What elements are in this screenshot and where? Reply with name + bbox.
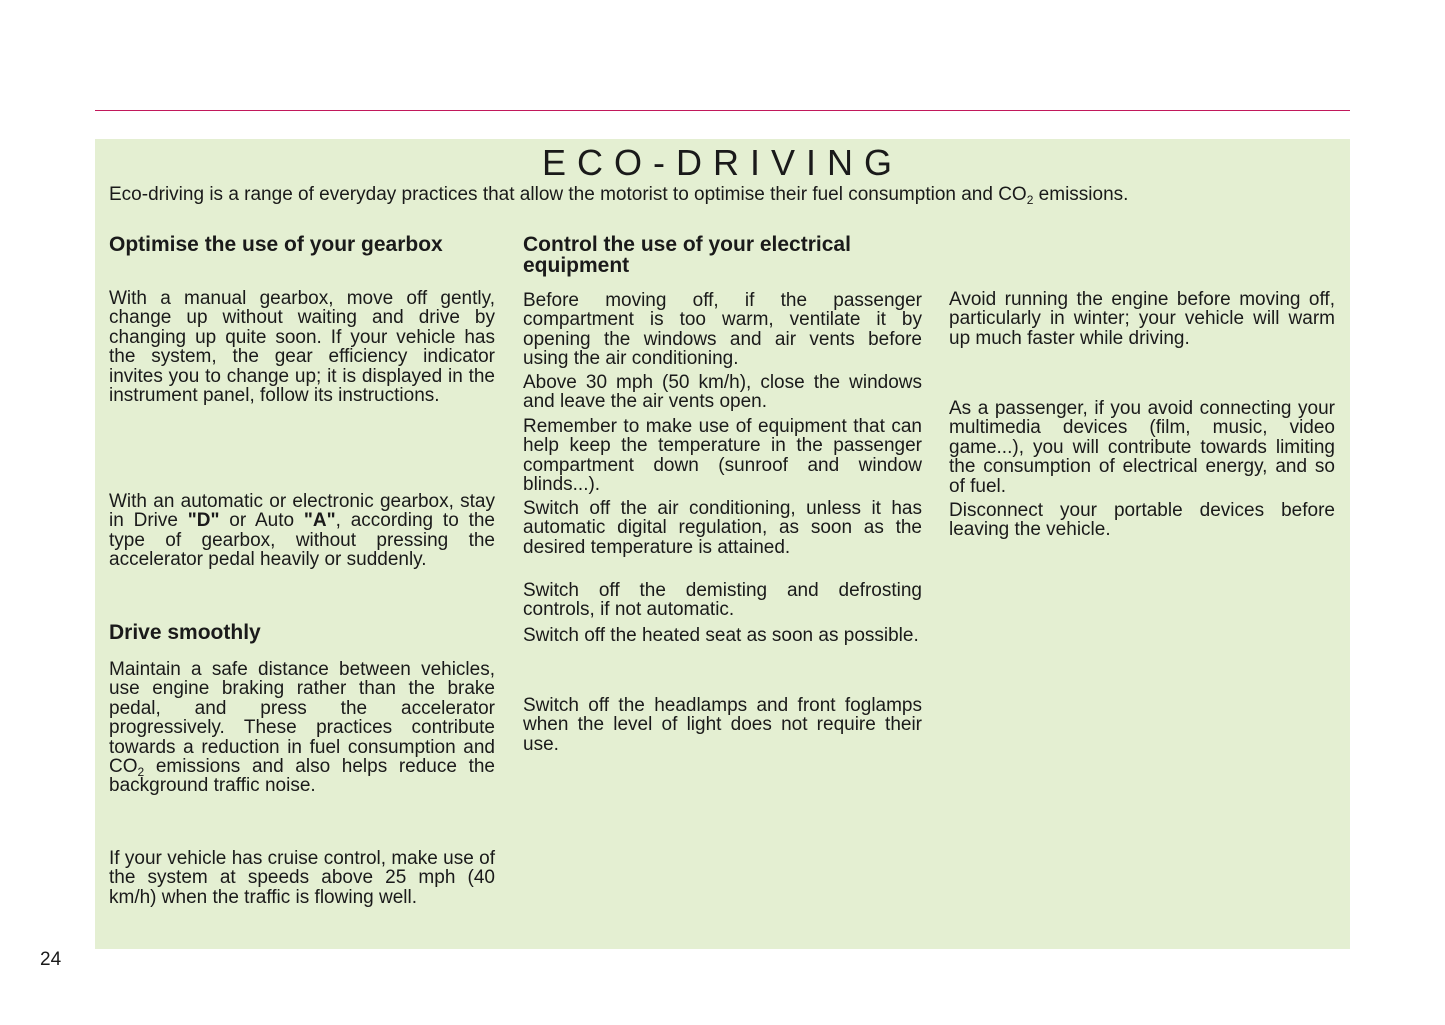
electrical-text-5: Switch off the demisting and defrosting controls, if not automatic. (523, 580, 922, 621)
manual-gearbox-text: With a manual gearbox, move off gently, change up without waiting and drive by changing up quite soon. If your vehicle has the system, the gear efficiency indicator invites you to change up; it is displayed in the instrument panel, follow its instructions. (109, 288, 495, 407)
top-divider (95, 110, 1350, 111)
intro-text: Eco-driving is a range of everyday practices that allow the motorist to optimise their fuel consumption and $CO_2$ emissions. (109, 184, 1129, 207)
electrical-text-2: Above 30 mph (50 km/h), close the windows and leave the air vents open. (523, 372, 922, 413)
page-title: ECO-DRIVING (541, 142, 903, 183)
drive-smoothly-heading: Drive smoothly (109, 621, 261, 644)
electrical-text-6: Switch off the heated seat as soon as possible. (523, 625, 919, 646)
drive-smoothly-text: Maintain a safe distance between vehicles, use engine braking rather than the brake pedal, and press the accelerator progressively. These practices contribute towards a reduction in fuel consumption and $CO_2$ emissions and also helps reduce the background traffic noise. (109, 659, 495, 797)
cruise-control-text: If your vehicle has cruise control, make use of the system at speeds above 25 mph (40 km/h) when the traffic is flowing well. (109, 848, 495, 908)
electrical-text-3: Remember to make use of equipment that can help keep the temperature in the passenger compartment down (sunroof and window blinds...). (523, 416, 922, 496)
passenger-text-2: As a passenger, if you avoid connecting your multimedia devices (film, music, video game...), you will contribute towards limiting the consumption of electrical energy, and so of fuel. (949, 398, 1335, 497)
electrical-heading: Control the use of your electrical equipment (523, 233, 851, 277)
automatic-gearbox-text: With an automatic or electronic gearbox, stay in Drive "D" or Auto "A", according to the type of gearbox, without pressing the accelerator pedal heavily or suddenly. (109, 491, 495, 571)
electrical-text-7: Switch off the headlamps and front foglamps when the level of light does not require their use. (523, 695, 922, 755)
passenger-text-3: Disconnect your portable devices before leaving the vehicle. (949, 500, 1335, 541)
passenger-text-1: Avoid running the engine before moving off, particularly in winter; your vehicle will warm up much faster while driving. (949, 289, 1335, 349)
gearbox-heading: Optimise the use of your gearbox (109, 233, 443, 256)
page-number: 24 (40, 949, 62, 970)
electrical-text-1: Before moving off, if the passenger compartment is too warm, ventilate it by opening the windows and air vents before using the air conditioning. (523, 290, 922, 370)
electrical-text-4: Switch off the air conditioning, unless it has automatic digital regulation, as soon as the desired temperature is attained. (523, 498, 922, 558)
